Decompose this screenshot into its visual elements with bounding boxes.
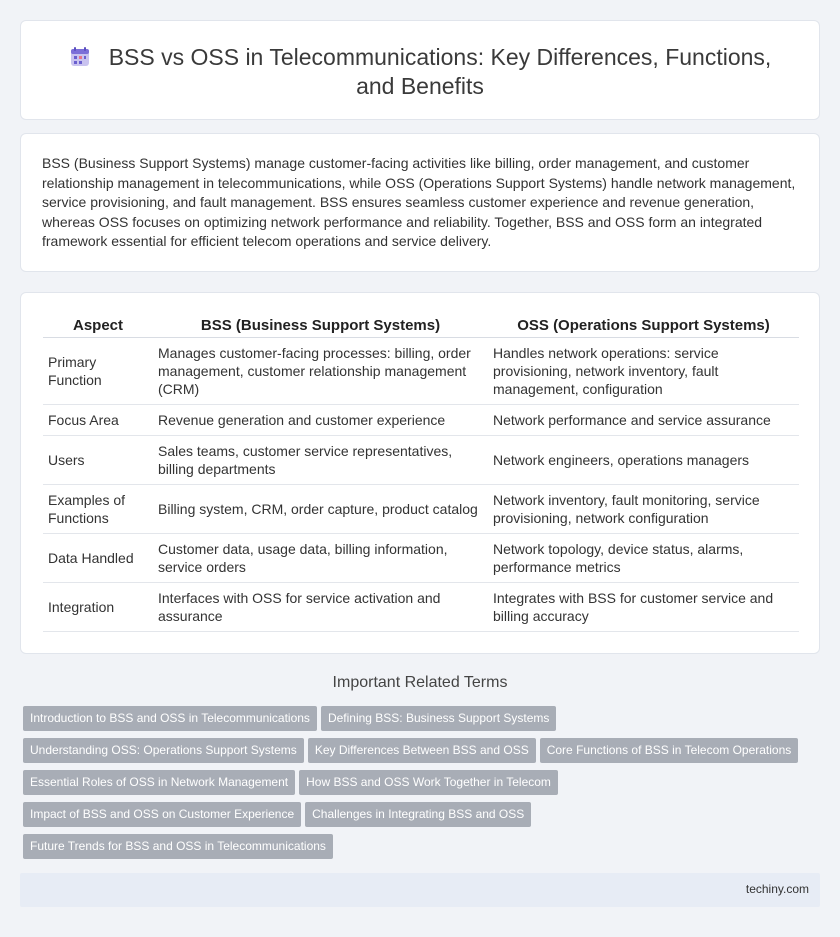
oss-cell: Integrates with BSS for customer service and billing accuracy xyxy=(488,582,799,631)
related-term-tag[interactable]: Defining BSS: Business Support Systems xyxy=(321,706,556,731)
header-card xyxy=(20,20,820,120)
table-header-row xyxy=(43,315,799,337)
related-term-tag[interactable]: Challenges in Integrating BSS and OSS xyxy=(305,802,531,827)
bss-cell: Customer data, usage data, billing information, service orders xyxy=(153,533,488,582)
related-term-tag[interactable]: Key Differences Between BSS and OSS xyxy=(308,738,536,763)
table-row xyxy=(43,337,799,404)
related-term-tag[interactable]: Introduction to BSS and OSS in Telecommunications xyxy=(23,706,317,731)
table-row xyxy=(43,582,799,631)
related-term-tag[interactable]: Understanding OSS: Operations Support Systems xyxy=(23,738,304,763)
aspect-cell: Primary Function xyxy=(43,337,153,404)
header-oss: OSS (Operations Support Systems) xyxy=(488,315,799,337)
bss-cell: Interfaces with OSS for service activation and assurance xyxy=(153,582,488,631)
footer-bar xyxy=(20,873,820,907)
page-title: BSS vs OSS in Telecommunications: Key Differences, Functions, and Benefits xyxy=(108,44,772,99)
aspect-cell: Integration xyxy=(43,582,153,631)
related-term-tag[interactable]: Core Functions of BSS in Telecom Operations xyxy=(540,738,799,763)
footer-site-link[interactable]: techiny.com xyxy=(745,882,809,896)
bss-cell: Manages customer-facing processes: billing, order management, customer relationship management (CRM) xyxy=(153,337,488,404)
related-term-tag[interactable]: Future Trends for BSS and OSS in Telecommunications xyxy=(23,834,333,859)
related-term-tag[interactable]: Impact of BSS and OSS on Customer Experience xyxy=(23,802,301,827)
related-term-tag[interactable]: How BSS and OSS Work Together in Telecom xyxy=(299,770,558,795)
aspect-cell: Examples of Functions xyxy=(43,484,153,533)
oss-cell: Network performance and service assurance xyxy=(488,404,799,435)
table-row xyxy=(43,404,799,435)
bss-cell: Sales teams, customer service representatives, billing departments xyxy=(153,435,488,484)
bss-cell: Billing system, CRM, order capture, product catalog xyxy=(153,484,488,533)
aspect-cell: Data Handled xyxy=(43,533,153,582)
calendar-icon xyxy=(69,46,91,68)
table-row xyxy=(43,435,799,484)
oss-cell: Network inventory, fault monitoring, service provisioning, network configuration xyxy=(488,484,799,533)
intro-card xyxy=(20,133,820,272)
related-terms-list xyxy=(23,706,813,866)
header-aspect: Aspect xyxy=(43,315,153,337)
table-row xyxy=(43,484,799,533)
page-title-row xyxy=(51,43,789,101)
intro-paragraph: BSS (Business Support Systems) manage customer-facing activities like billing, order management, and customer relationship management in telecommunications, while OSS (Operations Support Systems) handle network management, service provisioning, and fault management. BSS ensures seamless customer experience and revenue generation, whereas OSS focuses on optimizing network performance and reliability. Together, BSS and OSS form an integrated framework essential for efficient telecom operations and service delivery. xyxy=(42,155,796,250)
comparison-table xyxy=(43,315,799,632)
oss-cell: Handles network operations: service provisioning, network inventory, fault management, configuration xyxy=(488,337,799,404)
related-term-tag[interactable]: Essential Roles of OSS in Network Management xyxy=(23,770,295,795)
aspect-cell: Users xyxy=(43,435,153,484)
bss-cell: Revenue generation and customer experience xyxy=(153,404,488,435)
oss-cell: Network topology, device status, alarms, performance metrics xyxy=(488,533,799,582)
related-terms-heading: Important Related Terms xyxy=(332,674,508,691)
comparison-table-card xyxy=(20,292,820,654)
oss-cell: Network engineers, operations managers xyxy=(488,435,799,484)
header-bss: BSS (Business Support Systems) xyxy=(153,315,488,337)
aspect-cell: Focus Area xyxy=(43,404,153,435)
table-row xyxy=(43,533,799,582)
